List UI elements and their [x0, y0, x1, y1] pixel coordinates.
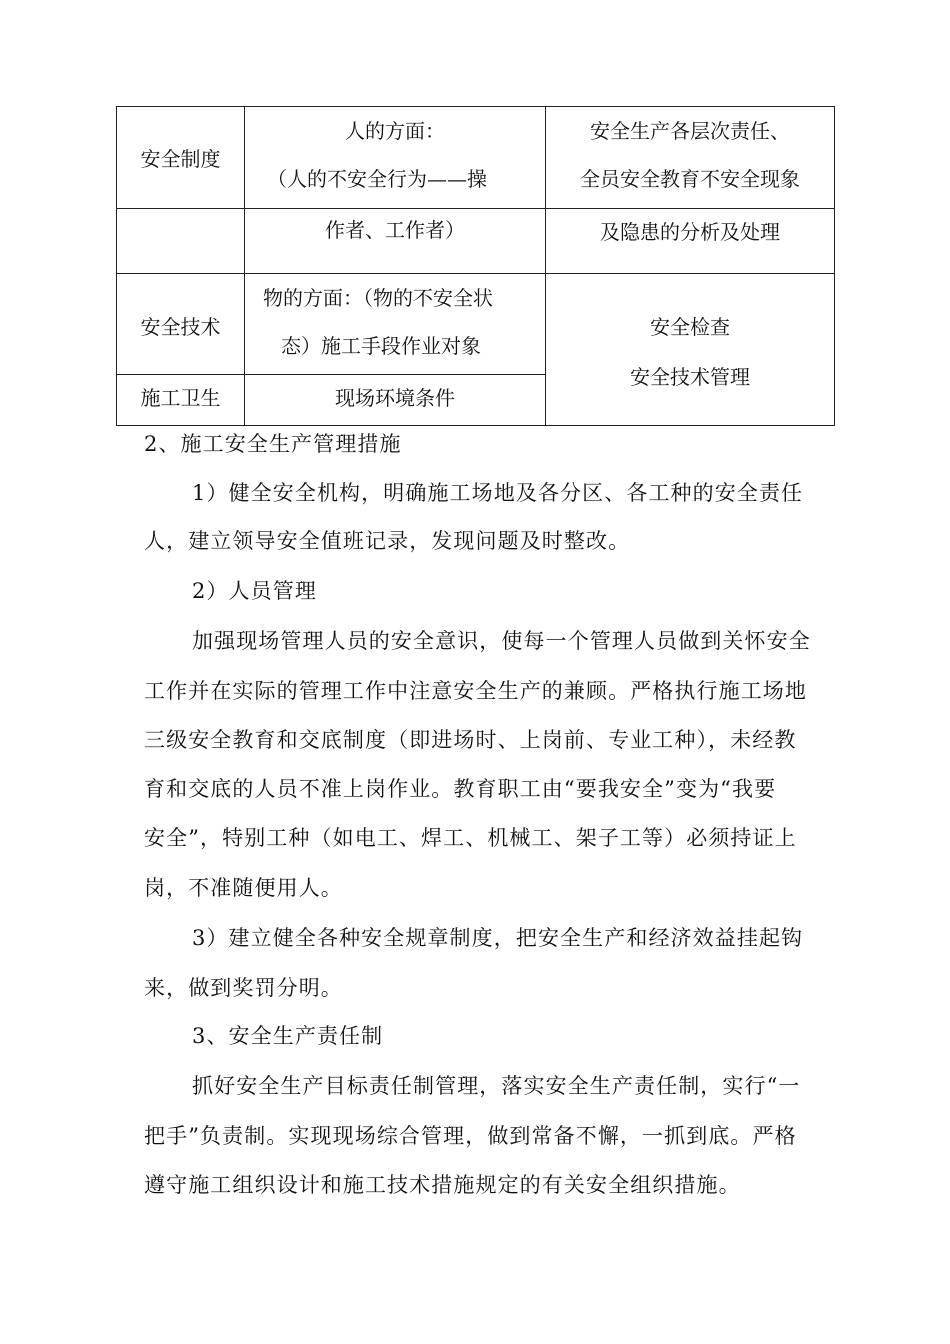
section-heading: 2、施工安全生产管理措施 [144, 432, 402, 456]
paragraph-line: 抓好安全生产目标责任制管理，落实安全生产责任制，实行“一 [192, 1074, 801, 1098]
paragraph-line: 人，建立领导安全值班记录，发现问题及时整改。 [144, 529, 631, 553]
table-cell: 现场环境条件 [335, 386, 455, 410]
table-cell: 全员安全教育不安全现象 [580, 167, 800, 191]
paragraph-line: 3）建立健全各种安全规章制度，把安全生产和经济效益挂起钩 [192, 926, 804, 950]
paragraph-line: 加强现场管理人员的安全意识，使每一个管理人员做到关怀安全 [192, 629, 811, 653]
table-cell: 及隐患的分析及处理 [600, 220, 780, 244]
table-cell: 安全生产各层次责任、 [590, 119, 790, 143]
paragraph-line: 来，做到奖罚分明。 [144, 976, 343, 1000]
paragraph-line: 1）健全安全机构，明确施工场地及各分区、各工种的安全责任 [192, 481, 804, 505]
table-cell: 人的方面： [345, 119, 445, 143]
table-cell: 安全技术管理 [630, 365, 750, 389]
paragraph-line: 育和交底的人员不准上岗作业。教育职工由“要我安全”变为“我要 [144, 777, 777, 801]
safety-table [116, 106, 835, 426]
paragraph-line: 工作并在实际的管理工作中注意安全生产的兼顾。严格执行施工场地 [144, 679, 807, 703]
table-cell-label: 安全技术 [140, 315, 221, 339]
paragraph-line: 把手”负责制。实现现场综合管理，做到常备不懈，一抓到底。严格 [144, 1124, 797, 1148]
table-cell: 安全检查 [650, 315, 730, 339]
paragraph-line: 三级安全教育和交底制度（即进场时、上岗前、专业工种），未经教 [144, 728, 797, 752]
table-cell-label: 安全制度 [140, 147, 221, 171]
table-cell: 态）施工手段作业对象 [281, 334, 481, 358]
table-divider [117, 208, 834, 209]
table-cell: 物的方面：（物的不安全状 [263, 286, 493, 310]
paragraph-line: 安全”，特别工种（如电工、焊工、机械工、架子工等）必须持证上 [144, 826, 797, 850]
table-cell-label: 施工卫生 [140, 386, 221, 410]
section-heading: 3、安全生产责任制 [192, 1024, 384, 1048]
table-divider [244, 107, 245, 425]
subsection-heading: 2）人员管理 [192, 579, 317, 603]
table-cell: 作者、工作者） [325, 218, 465, 242]
paragraph-line: 遵守施工组织设计和施工技术措施规定的有关安全组织措施。 [144, 1173, 741, 1197]
table-cell: （人的不安全行为——操 [267, 167, 487, 191]
table-divider [117, 374, 545, 375]
table-divider [117, 273, 834, 274]
paragraph-line: 岗，不准随便用人。 [144, 876, 343, 900]
